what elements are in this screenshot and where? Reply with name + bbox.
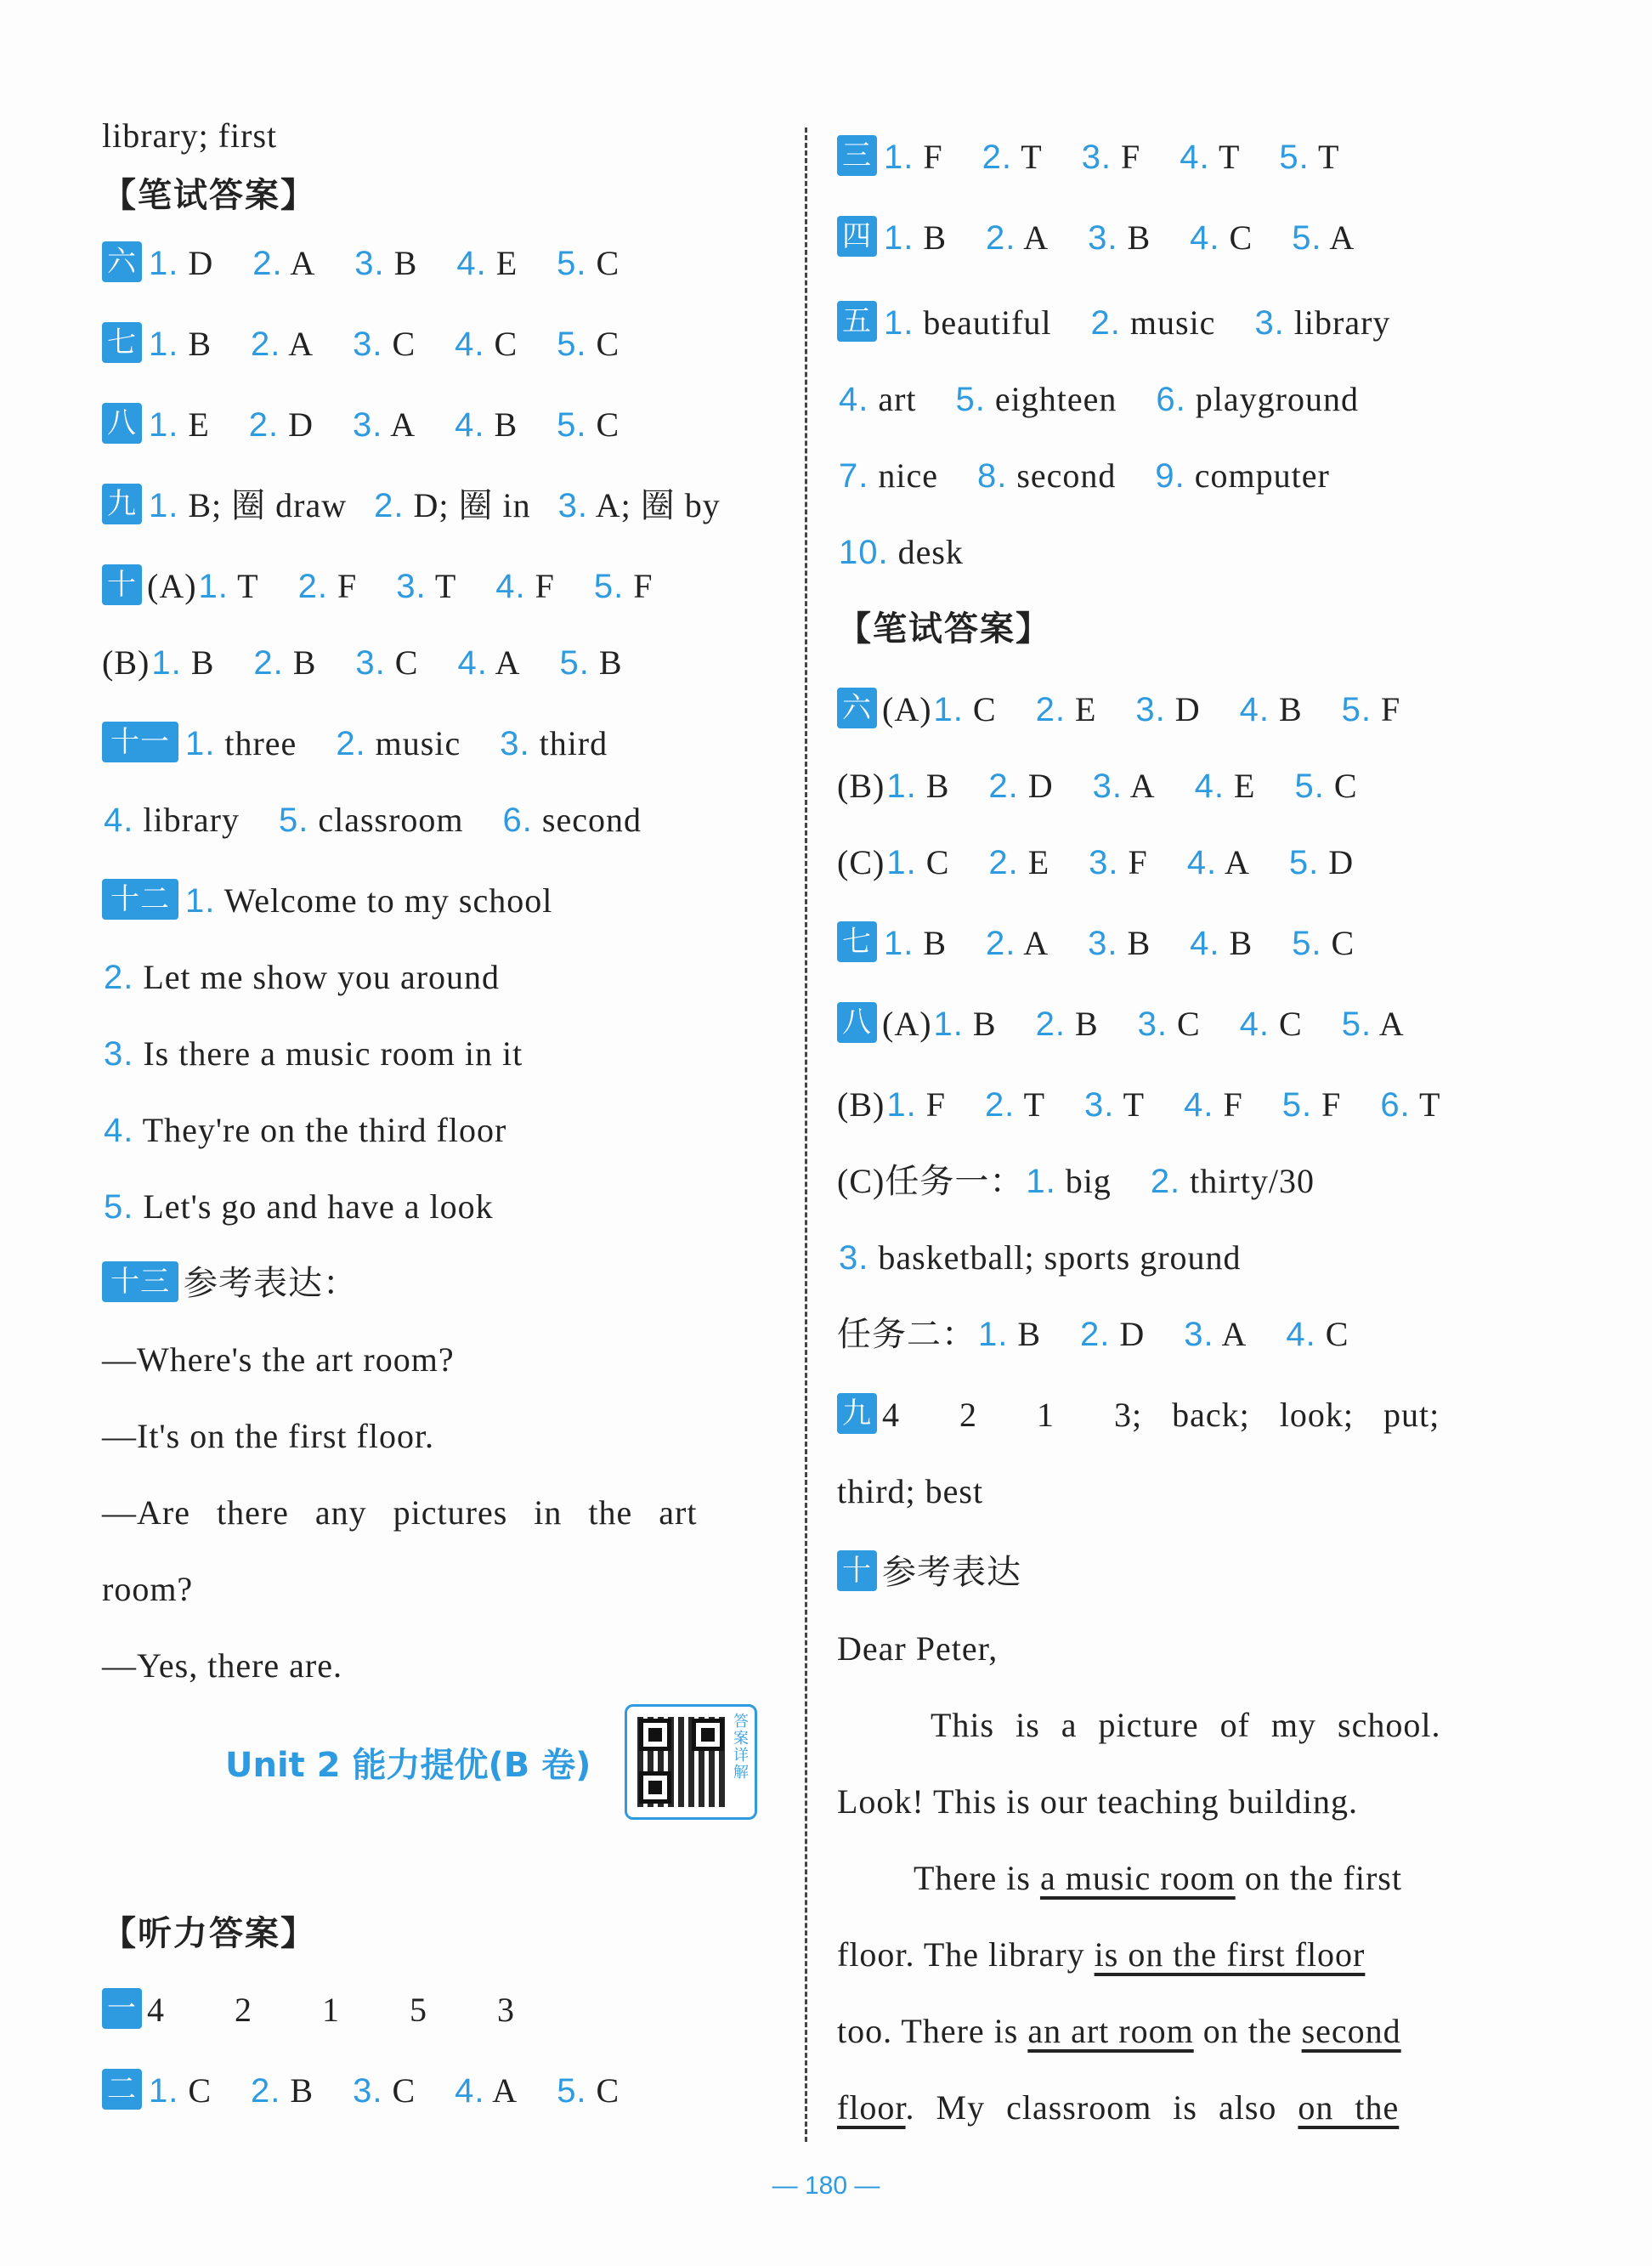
task-label: (C)任务一： — [837, 1162, 1025, 1200]
text: on the first — [1235, 1859, 1402, 1897]
answer-row-8b: (B)1. F 2. T 3. T 4. F 5. F 6. T — [837, 1085, 1441, 1124]
answer-row-8d: 3. basketball; sports ground — [839, 1238, 1242, 1277]
unit-title: Unit 2 能力提优(B 卷) — [225, 1746, 591, 1785]
answer: computer — [1194, 456, 1330, 495]
answer: F — [535, 567, 555, 605]
answer-row-8e: 任务二：1. B 2. D 3. A 4. C — [837, 1315, 1349, 1353]
answer: E — [1074, 690, 1097, 728]
section-badge: 七 — [102, 322, 142, 363]
answer-row-12-4: 4. They're on the third floor — [104, 1111, 507, 1149]
section-badge: 一 — [102, 1988, 142, 2029]
answer-row-6c: (C)1. C 2. E 3. F 4. A 5. D — [837, 843, 1355, 881]
answer: T — [1123, 1085, 1146, 1124]
qr-label: 答案详解 — [733, 1713, 749, 1782]
answer-row-8a: 八 (A)1. B 2. B 3. C 4. C 5. A — [837, 999, 1405, 1050]
answer-row-11a: 十一 1. three 2. music 3. third — [102, 718, 608, 769]
answer: Welcome to my school — [223, 881, 553, 920]
task-label: 任务二： — [837, 1315, 976, 1353]
answer: D — [288, 405, 314, 444]
answer: B — [494, 405, 518, 444]
section-badge: 十 — [837, 1550, 877, 1591]
answer: F — [1128, 843, 1148, 881]
text: too. There is — [837, 2012, 1028, 2050]
letter-line — [837, 2006, 1401, 2057]
answer: music — [375, 724, 461, 762]
answer: E — [1234, 767, 1256, 805]
answer-row-5d: 10. desk — [839, 533, 964, 571]
answer: B; 圈 draw — [188, 486, 348, 524]
answer: classroom — [318, 801, 464, 839]
answer: B — [292, 643, 317, 682]
answer: A — [1378, 1005, 1405, 1043]
answer-row-4: 四 1. B 2. A 3. B 4. C 5. A — [837, 212, 1355, 263]
answer: Let's go and have a look — [143, 1187, 494, 1226]
answer: library — [143, 801, 240, 839]
section-heading: 【听力答案】 — [102, 1914, 316, 1953]
answer: A — [390, 405, 416, 444]
answer: A — [492, 2071, 518, 2110]
answer: third — [539, 724, 608, 762]
answer: library — [1293, 303, 1391, 342]
section-badge: 八 — [102, 403, 142, 444]
section-badge: 十 — [102, 564, 142, 605]
answer: three — [224, 724, 297, 762]
answer-row-12-2: 2. Let me show you around — [104, 958, 501, 996]
section-badge: 五 — [837, 301, 877, 342]
answer-row-5c: 7. nice 8. second 9. computer — [839, 456, 1330, 495]
answer: F — [925, 1085, 946, 1124]
answer: B — [925, 767, 950, 805]
answer: C — [1325, 1315, 1349, 1353]
answer: basketball; sports ground — [878, 1238, 1242, 1277]
letter-line — [837, 1929, 1365, 1980]
answer: F — [1321, 1085, 1342, 1124]
answer: art — [878, 380, 917, 418]
answer: C — [972, 690, 997, 728]
dialogue-line: —It's on the first floor. — [102, 1417, 435, 1455]
answer: C — [392, 2071, 416, 2110]
letter-line — [914, 1853, 1402, 1904]
answer-row-7: 七 1. B 2. A 3. B 4. B 5. C — [837, 918, 1355, 969]
blank-answer: is on the first floor — [1094, 1935, 1366, 1974]
answer: 4 2 1 3; back; look; put; — [882, 1396, 1440, 1434]
blank-answer: an art room — [1027, 2012, 1194, 2050]
qr-code[interactable] — [625, 1704, 757, 1820]
letter-line: Look! This is our teaching building. — [837, 1782, 1358, 1821]
qr-finder-icon — [639, 1719, 671, 1751]
dialogue-line: —Are there any pictures in the art — [102, 1493, 698, 1532]
answer: music — [1129, 303, 1216, 342]
answer: B — [1127, 218, 1151, 257]
answer: second — [541, 801, 642, 839]
answer: thirty/30 — [1190, 1162, 1315, 1200]
answer: C — [188, 2071, 212, 2110]
answer: C — [925, 843, 950, 881]
answer-row-9: 九 1. B; 圈 draw 2. D; 圈 in 3. A; 圈 by — [102, 480, 721, 531]
answer-row-11b: 4. library 5. classroom 6. second — [104, 801, 642, 839]
answer: C — [394, 643, 419, 682]
answer: D — [1027, 767, 1054, 805]
column-divider — [805, 127, 807, 2142]
answer-row-5a: 五 1. beautiful 2. music 3. library — [837, 297, 1390, 348]
answer: B — [923, 924, 948, 962]
text: on the — [1193, 2012, 1302, 2050]
part-label: (B) — [102, 643, 150, 682]
answer: B — [190, 643, 215, 682]
answer: A — [495, 643, 521, 682]
answer: A; 圈 by — [595, 486, 721, 524]
text-line: library; first — [102, 116, 278, 155]
answer: D — [1174, 690, 1201, 728]
answer-row-9a — [837, 1390, 1440, 1441]
section-badge: 三 — [837, 135, 877, 176]
text: floor. The library — [837, 1935, 1095, 1974]
answer: B — [1127, 924, 1151, 962]
answer: C — [596, 244, 620, 282]
answer: C — [1229, 218, 1253, 257]
answer-row-12-5: 5. Let's go and have a look — [104, 1187, 494, 1226]
answer: T — [1021, 138, 1043, 176]
answer: B — [1229, 924, 1253, 962]
answer: A — [1329, 218, 1355, 257]
answer: T — [1318, 138, 1340, 176]
answer: B — [598, 643, 623, 682]
answer: C — [494, 325, 518, 363]
answer-row-5b: 4. art 5. eighteen 6. playground — [839, 380, 1359, 418]
section-heading: 【笔试答案】 — [837, 609, 1051, 649]
answer-row-3: 三 1. F 2. T 3. F 4. T 5. T — [837, 132, 1339, 183]
dialogue-line: —Where's the art room? — [102, 1340, 455, 1379]
letter-line: This is a picture of my school. — [931, 1706, 1441, 1744]
answer: desk — [897, 533, 964, 571]
answer: T — [237, 567, 259, 605]
answer: E — [1027, 843, 1050, 881]
answer: nice — [878, 456, 938, 495]
answer: A — [1023, 218, 1049, 257]
answer: C — [1331, 924, 1355, 962]
answer: A — [1224, 843, 1250, 881]
answer: T — [434, 567, 457, 605]
answer-row-8c: (C)任务一：1. big 2. thirty/30 — [837, 1162, 1315, 1200]
section-badge: 六 — [837, 688, 877, 728]
answer: B — [1074, 1005, 1099, 1043]
answer: T — [1418, 1085, 1441, 1124]
answer: 4 2 1 5 3 — [147, 1991, 515, 2029]
qr-finder-icon — [692, 1719, 724, 1751]
blank-answer: on the — [1298, 2088, 1400, 2127]
answer: A — [1023, 924, 1049, 962]
answer: D — [188, 244, 214, 282]
answer: eighteen — [994, 380, 1117, 418]
answer: C — [596, 325, 620, 363]
answer-row-2: 二 1. C 2. B 3. C 4. A 5. C — [102, 2065, 620, 2116]
section-title: 参考表达： — [184, 1264, 358, 1302]
blank-answer: floor — [837, 2088, 906, 2127]
section-badge: 二 — [102, 2069, 142, 2110]
answer: Is there a music room in it — [143, 1034, 523, 1073]
answer-row-10 — [837, 1547, 1021, 1598]
answer: E — [188, 405, 210, 444]
answer: A — [288, 325, 314, 363]
answer: F — [1223, 1085, 1243, 1124]
answer: C — [392, 325, 416, 363]
answer: B — [1017, 1315, 1042, 1353]
qr-finder-icon — [639, 1771, 671, 1804]
answer-row-6: 六 1. D 2. A 3. B 4. E 5. C — [102, 238, 620, 289]
letter-greeting: Dear Peter, — [837, 1629, 999, 1668]
answer: playground — [1195, 380, 1359, 418]
answer: F — [337, 567, 358, 605]
blank-answer: a music room — [1039, 1859, 1236, 1897]
answer: B — [393, 244, 418, 282]
answer: second — [1016, 456, 1117, 495]
answer: A — [1221, 1315, 1247, 1353]
answer-row-13 — [102, 1258, 358, 1309]
section-badge: 六 — [102, 241, 142, 282]
answer: A — [290, 244, 316, 282]
answer: B — [290, 2071, 314, 2110]
section-badge: 九 — [837, 1393, 877, 1434]
section-badge: 十一 — [102, 722, 178, 762]
answer: C — [1176, 1005, 1201, 1043]
answer: beautiful — [923, 303, 1052, 342]
section-badge: 十三 — [102, 1261, 178, 1302]
answer: B — [188, 325, 212, 363]
answer: D — [1119, 1315, 1146, 1353]
answer: D; 圈 in — [413, 486, 531, 524]
answer-row-6b: (B)1. B 2. D 3. A 4. E 5. C — [837, 767, 1358, 805]
answer: They're on the third floor — [142, 1111, 507, 1149]
answer: F — [633, 567, 653, 605]
answer-row-7: 七 1. B 2. A 3. C 4. C 5. C — [102, 319, 620, 370]
answer: B — [1278, 690, 1303, 728]
answer-row-12-1: 十二 1. Welcome to my school — [102, 875, 552, 926]
answer-row-9b: third; best — [837, 1472, 984, 1510]
section-badge: 九 — [102, 484, 142, 524]
answer-row-8: 八 1. E 2. D 3. A 4. B 5. C — [102, 399, 620, 450]
section-badge: 十二 — [102, 879, 178, 920]
answer: C — [596, 405, 620, 444]
answer: C — [596, 2071, 620, 2110]
page-number: — 180 — — [772, 2172, 880, 2200]
answer: T — [1218, 138, 1241, 176]
letter-line — [837, 2082, 1399, 2133]
answer: E — [495, 244, 518, 282]
section-badge: 七 — [837, 921, 877, 962]
section-badge: 四 — [837, 216, 877, 257]
text: . My classroom is also — [905, 2088, 1298, 2127]
answer: F — [923, 138, 943, 176]
dialogue-line: room? — [102, 1570, 194, 1608]
answer-row-6a: 六 (A)1. C 2. E 3. D 4. B 5. F — [837, 684, 1400, 735]
answer: A — [1129, 767, 1156, 805]
answer-row-10a: 十 (A)1. T 2. F 3. T 4. F 5. F — [102, 561, 653, 612]
answer: C — [1333, 767, 1358, 805]
blank-answer: second — [1301, 2012, 1401, 2050]
answer: T — [1023, 1085, 1046, 1124]
answer: B — [923, 218, 948, 257]
part-label: (A) — [147, 567, 197, 605]
answer: F — [1121, 138, 1141, 176]
answer: Let me show you around — [143, 958, 501, 996]
section-badge: 八 — [837, 1002, 877, 1043]
answer-row-1 — [102, 1985, 515, 2036]
answer: F — [1381, 690, 1401, 728]
answer: B — [972, 1005, 997, 1043]
answer: D — [1328, 843, 1355, 881]
section-heading: 【笔试答案】 — [102, 176, 316, 215]
answer: C — [1279, 1005, 1303, 1043]
answer-row-10b: (B)1. B 2. B 3. C 4. A 5. B — [102, 643, 623, 682]
text: There is — [914, 1859, 1040, 1897]
answer: big — [1065, 1162, 1112, 1200]
dialogue-line: —Yes, there are. — [102, 1646, 342, 1685]
section-title: 参考表达 — [882, 1553, 1021, 1591]
answer-row-12-3: 3. Is there a music room in it — [104, 1034, 523, 1073]
